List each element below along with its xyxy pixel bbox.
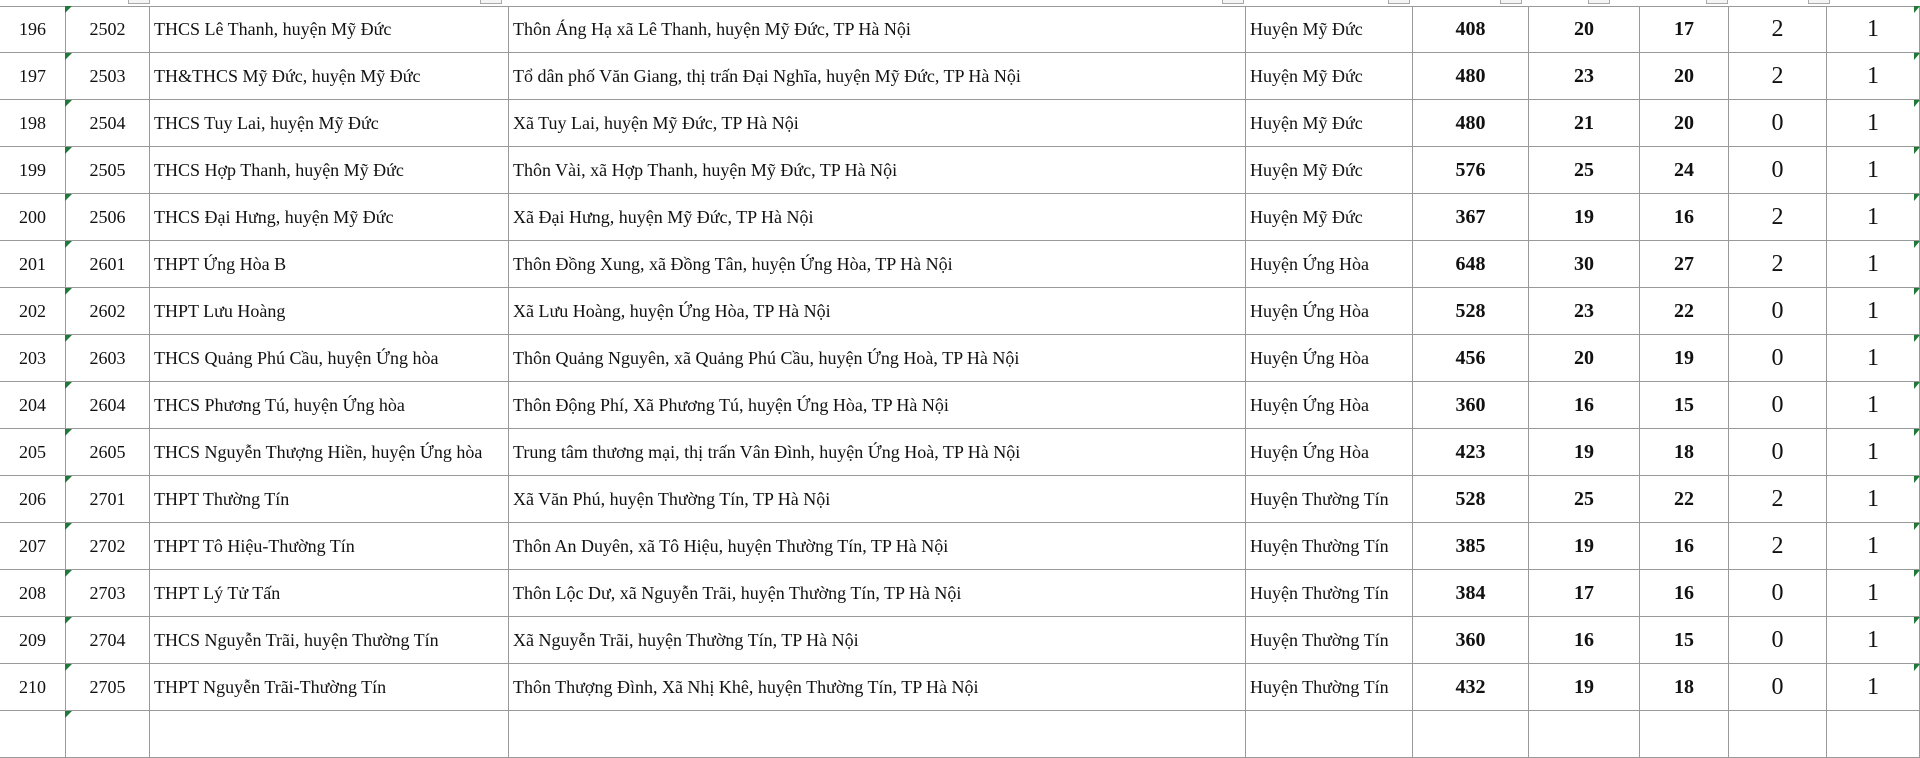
value-cell-1[interactable]: 432 <box>1413 664 1529 710</box>
comment-indicator-icon <box>1914 382 1920 389</box>
value-cell-2[interactable]: 25 <box>1529 147 1640 193</box>
value-cell-2[interactable]: 23 <box>1529 53 1640 99</box>
school-code-cell[interactable]: 2705 <box>66 664 150 710</box>
table-row[interactable] <box>0 53 1920 100</box>
value-cell-4[interactable]: 2 <box>1729 241 1827 287</box>
value-cell-2[interactable]: 25 <box>1529 476 1640 522</box>
value-cell-4[interactable]: 2 <box>1729 53 1827 99</box>
school-code-cell[interactable]: 2602 <box>66 288 150 334</box>
school-name-cell[interactable]: THPT Lý Tử Tấn <box>150 570 509 616</box>
school-code-cell[interactable]: 2703 <box>66 570 150 616</box>
value-cell-1[interactable]: 385 <box>1413 523 1529 569</box>
value-cell-5[interactable]: 1 <box>1827 288 1920 334</box>
empty-cell[interactable] <box>66 711 150 757</box>
school-code-cell[interactable]: 2605 <box>66 429 150 475</box>
value-cell-2[interactable]: 19 <box>1529 194 1640 240</box>
comment-indicator-icon <box>65 476 72 483</box>
school-name-cell[interactable]: THCS Tuy Lai, huyện Mỹ Đức <box>150 100 509 146</box>
comment-indicator-icon <box>65 382 72 389</box>
table-row[interactable] <box>0 147 1920 194</box>
table-row[interactable] <box>0 100 1920 147</box>
table-row[interactable] <box>0 429 1920 476</box>
value-cell-4[interactable]: 0 <box>1729 147 1827 193</box>
table-row[interactable] <box>0 288 1920 335</box>
school-code-cell[interactable]: 2701 <box>66 476 150 522</box>
address-cell[interactable]: Tổ dân phố Văn Giang, thị trấn Đại Nghĩa, huyện Mỹ Đức, TP Hà Nội <box>509 53 1246 99</box>
address-cell[interactable]: Xã Văn Phú, huyện Thường Tín, TP Hà Nội <box>509 476 1246 522</box>
comment-indicator-icon <box>65 335 72 342</box>
value-cell-1[interactable]: 360 <box>1413 617 1529 663</box>
district-cell[interactable]: Huyện Mỹ Đức <box>1246 100 1413 146</box>
value-cell-3[interactable]: 16 <box>1640 194 1729 240</box>
empty-cell[interactable] <box>150 711 509 757</box>
comment-indicator-icon <box>65 100 72 107</box>
row-number-cell[interactable]: 196 <box>0 6 66 52</box>
value-cell-1[interactable]: 528 <box>1413 476 1529 522</box>
value-cell-3[interactable]: 19 <box>1640 335 1729 381</box>
district-cell[interactable]: Huyện Thường Tín <box>1246 570 1413 616</box>
value-cell-5[interactable]: 1 <box>1827 617 1920 663</box>
school-code-cell[interactable]: 2604 <box>66 382 150 428</box>
school-name-cell[interactable]: THCS Nguyễn Thượng Hiền, huyện Ứng hòa <box>150 429 509 475</box>
comment-indicator-icon <box>1914 288 1920 295</box>
school-name-cell[interactable]: THPT Lưu Hoàng <box>150 288 509 334</box>
comment-indicator-icon <box>65 147 72 154</box>
empty-cell[interactable] <box>1640 711 1729 757</box>
value-cell-4[interactable]: 0 <box>1729 288 1827 334</box>
address-cell[interactable]: Thôn Áng Hạ xã Lê Thanh, huyện Mỹ Đức, TP Hà Nội <box>509 6 1246 52</box>
address-cell[interactable]: Thôn Quảng Nguyên, xã Quảng Phú Cầu, huyện Ứng Hoà, TP Hà Nội <box>509 335 1246 381</box>
comment-indicator-icon <box>65 523 72 530</box>
value-cell-1[interactable]: 528 <box>1413 288 1529 334</box>
value-cell-5[interactable]: 1 <box>1827 382 1920 428</box>
table-row[interactable] <box>0 617 1920 664</box>
table-row[interactable] <box>0 476 1920 523</box>
value-cell-1[interactable]: 648 <box>1413 241 1529 287</box>
value-cell-4[interactable]: 0 <box>1729 664 1827 710</box>
row-number-cell[interactable]: 206 <box>0 476 66 522</box>
row-number-cell[interactable]: 210 <box>0 664 66 710</box>
district-cell[interactable]: Huyện Ứng Hòa <box>1246 241 1413 287</box>
value-cell-3[interactable]: 20 <box>1640 53 1729 99</box>
comment-indicator-icon <box>1914 241 1920 248</box>
district-cell[interactable]: Huyện Mỹ Đức <box>1246 6 1413 52</box>
comment-indicator-icon <box>1914 53 1920 60</box>
comment-indicator-icon <box>65 429 72 436</box>
comment-indicator-icon <box>65 194 72 201</box>
value-cell-1[interactable]: 576 <box>1413 147 1529 193</box>
filter-dropdown-button[interactable] <box>1588 0 1610 4</box>
school-name-cell[interactable]: THCS Đại Hưng, huyện Mỹ Đức <box>150 194 509 240</box>
address-cell[interactable]: Thôn Động Phí, Xã Phương Tú, huyện Ứng Hòa, TP Hà Nội <box>509 382 1246 428</box>
row-number-cell[interactable]: 204 <box>0 382 66 428</box>
district-cell[interactable]: Huyện Mỹ Đức <box>1246 147 1413 193</box>
table-row[interactable] <box>0 664 1920 711</box>
school-code-cell[interactable]: 2702 <box>66 523 150 569</box>
row-number-cell[interactable]: 198 <box>0 100 66 146</box>
value-cell-4[interactable]: 2 <box>1729 476 1827 522</box>
district-cell[interactable]: Huyện Ứng Hòa <box>1246 335 1413 381</box>
table-row[interactable] <box>0 335 1920 382</box>
school-code-cell[interactable]: 2503 <box>66 53 150 99</box>
school-name-cell[interactable]: THCS Quảng Phú Cầu, huyện Ứng hòa <box>150 335 509 381</box>
value-cell-5[interactable]: 1 <box>1827 53 1920 99</box>
school-code-cell[interactable]: 2504 <box>66 100 150 146</box>
value-cell-5[interactable]: 1 <box>1827 6 1920 52</box>
empty-cell[interactable] <box>1413 711 1529 757</box>
value-cell-5[interactable]: 1 <box>1827 147 1920 193</box>
school-code-cell[interactable]: 2704 <box>66 617 150 663</box>
district-cell[interactable]: Huyện Mỹ Đức <box>1246 53 1413 99</box>
comment-indicator-icon <box>65 617 72 624</box>
district-cell[interactable]: Huyện Mỹ Đức <box>1246 194 1413 240</box>
district-cell[interactable]: Huyện Thường Tín <box>1246 664 1413 710</box>
address-cell[interactable]: Xã Lưu Hoàng, huyện Ứng Hòa, TP Hà Nội <box>509 288 1246 334</box>
value-cell-5[interactable]: 1 <box>1827 241 1920 287</box>
value-cell-3[interactable]: 27 <box>1640 241 1729 287</box>
district-cell[interactable]: Huyện Thường Tín <box>1246 476 1413 522</box>
comment-indicator-icon <box>1914 100 1920 107</box>
value-cell-2[interactable]: 19 <box>1529 664 1640 710</box>
value-cell-2[interactable]: 16 <box>1529 617 1640 663</box>
value-cell-5[interactable]: 1 <box>1827 664 1920 710</box>
table-row[interactable] <box>0 6 1920 53</box>
value-cell-2[interactable]: 19 <box>1529 429 1640 475</box>
value-cell-2[interactable]: 19 <box>1529 523 1640 569</box>
value-cell-4[interactable]: 0 <box>1729 382 1827 428</box>
value-cell-3[interactable]: 18 <box>1640 429 1729 475</box>
value-cell-2[interactable]: 21 <box>1529 100 1640 146</box>
row-number-cell[interactable]: 207 <box>0 523 66 569</box>
school-name-cell[interactable]: THCS Lê Thanh, huyện Mỹ Đức <box>150 6 509 52</box>
value-cell-1[interactable]: 384 <box>1413 570 1529 616</box>
filter-dropdown-button[interactable] <box>1500 0 1522 4</box>
value-cell-3[interactable]: 15 <box>1640 382 1729 428</box>
school-name-cell[interactable]: THPT Ứng Hòa B <box>150 241 509 287</box>
comment-indicator-icon <box>65 570 72 577</box>
value-cell-5[interactable]: 1 <box>1827 100 1920 146</box>
school-code-cell[interactable]: 2505 <box>66 147 150 193</box>
comment-indicator-icon <box>65 664 72 671</box>
row-number-cell[interactable]: 197 <box>0 53 66 99</box>
address-cell[interactable]: Trung tâm thương mại, thị trấn Vân Đình, huyện Ứng Hoà, TP Hà Nội <box>509 429 1246 475</box>
table-row[interactable] <box>0 382 1920 429</box>
empty-cell[interactable] <box>1827 711 1920 757</box>
value-cell-4[interactable]: 0 <box>1729 100 1827 146</box>
value-cell-5[interactable]: 1 <box>1827 523 1920 569</box>
empty-cell[interactable] <box>1529 711 1640 757</box>
empty-cell[interactable] <box>509 711 1246 757</box>
comment-indicator-icon <box>65 6 72 13</box>
row-number-cell[interactable]: 199 <box>0 147 66 193</box>
school-name-cell[interactable]: THCS Hợp Thanh, huyện Mỹ Đức <box>150 147 509 193</box>
comment-indicator-icon <box>1914 476 1920 483</box>
value-cell-4[interactable]: 2 <box>1729 6 1827 52</box>
address-cell[interactable]: Thôn Đồng Xung, xã Đồng Tân, huyện Ứng Hòa, TP Hà Nội <box>509 241 1246 287</box>
value-cell-5[interactable]: 1 <box>1827 429 1920 475</box>
school-name-cell[interactable]: THCS Nguyễn Trãi, huyện Thường Tín <box>150 617 509 663</box>
school-code-cell[interactable]: 2506 <box>66 194 150 240</box>
value-cell-4[interactable]: 0 <box>1729 335 1827 381</box>
district-cell[interactable]: Huyện Ứng Hòa <box>1246 382 1413 428</box>
address-cell[interactable]: Xã Đại Hưng, huyện Mỹ Đức, TP Hà Nội <box>509 194 1246 240</box>
value-cell-3[interactable]: 22 <box>1640 476 1729 522</box>
address-cell[interactable]: Xã Nguyễn Trãi, huyện Thường Tín, TP Hà Nội <box>509 617 1246 663</box>
value-cell-5[interactable]: 1 <box>1827 335 1920 381</box>
value-cell-5[interactable]: 1 <box>1827 194 1920 240</box>
school-name-cell[interactable]: THCS Phương Tú, huyện Ứng hòa <box>150 382 509 428</box>
empty-cell[interactable] <box>1246 711 1413 757</box>
district-cell[interactable]: Huyện Thường Tín <box>1246 617 1413 663</box>
value-cell-1[interactable]: 408 <box>1413 6 1529 52</box>
empty-cell[interactable] <box>1729 711 1827 757</box>
school-code-cell[interactable]: 2502 <box>66 6 150 52</box>
value-cell-5[interactable]: 1 <box>1827 570 1920 616</box>
row-number-cell[interactable]: 209 <box>0 617 66 663</box>
value-cell-1[interactable]: 367 <box>1413 194 1529 240</box>
school-code-cell[interactable]: 2603 <box>66 335 150 381</box>
comment-indicator-icon <box>1914 523 1920 530</box>
value-cell-2[interactable]: 16 <box>1529 382 1640 428</box>
value-cell-1[interactable]: 456 <box>1413 335 1529 381</box>
value-cell-2[interactable]: 20 <box>1529 335 1640 381</box>
comment-indicator-icon <box>1914 6 1920 13</box>
row-number-cell[interactable]: 203 <box>0 335 66 381</box>
value-cell-4[interactable]: 0 <box>1729 617 1827 663</box>
value-cell-3[interactable]: 17 <box>1640 6 1729 52</box>
comment-indicator-icon <box>1914 570 1920 577</box>
comment-indicator-icon <box>1914 429 1920 436</box>
school-name-cell[interactable]: THPT Nguyễn Trãi-Thường Tín <box>150 664 509 710</box>
district-cell[interactable]: Huyện Thường Tín <box>1246 523 1413 569</box>
value-cell-1[interactable]: 360 <box>1413 382 1529 428</box>
table-row[interactable] <box>0 711 1920 758</box>
value-cell-3[interactable]: 15 <box>1640 617 1729 663</box>
row-number-cell[interactable]: 201 <box>0 241 66 287</box>
value-cell-2[interactable]: 17 <box>1529 570 1640 616</box>
filter-dropdown-button[interactable] <box>128 0 150 4</box>
value-cell-2[interactable]: 20 <box>1529 6 1640 52</box>
school-code-cell[interactable]: 2601 <box>66 241 150 287</box>
value-cell-1[interactable]: 480 <box>1413 100 1529 146</box>
row-number-cell[interactable]: 200 <box>0 194 66 240</box>
table-row[interactable] <box>0 570 1920 617</box>
value-cell-2[interactable]: 23 <box>1529 288 1640 334</box>
school-name-cell[interactable]: TH&THCS Mỹ Đức, huyện Mỹ Đức <box>150 53 509 99</box>
value-cell-3[interactable]: 20 <box>1640 100 1729 146</box>
address-cell[interactable]: Thôn Thượng Đình, Xã Nhị Khê, huyện Thường Tín, TP Hà Nội <box>509 664 1246 710</box>
school-name-cell[interactable]: THPT Thường Tín <box>150 476 509 522</box>
value-cell-2[interactable]: 30 <box>1529 241 1640 287</box>
value-cell-3[interactable]: 22 <box>1640 288 1729 334</box>
address-cell[interactable]: Thôn Lộc Dư, xã Nguyễn Trãi, huyện Thường Tín, TP Hà Nội <box>509 570 1246 616</box>
district-cell[interactable]: Huyện Ứng Hòa <box>1246 288 1413 334</box>
value-cell-1[interactable]: 423 <box>1413 429 1529 475</box>
address-cell[interactable]: Xã Tuy Lai, huyện Mỹ Đức, TP Hà Nội <box>509 100 1246 146</box>
value-cell-3[interactable]: 16 <box>1640 570 1729 616</box>
filter-dropdown-button[interactable] <box>480 0 502 4</box>
row-number-cell[interactable]: 205 <box>0 429 66 475</box>
empty-cell[interactable] <box>0 711 66 757</box>
value-cell-4[interactable]: 2 <box>1729 194 1827 240</box>
filter-dropdown-button[interactable] <box>1388 0 1410 4</box>
address-cell[interactable]: Thôn An Duyên, xã Tô Hiệu, huyện Thường Tín, TP Hà Nội <box>509 523 1246 569</box>
comment-indicator-icon <box>65 53 72 60</box>
address-cell[interactable]: Thôn Vài, xã Hợp Thanh, huyện Mỹ Đức, TP Hà Nội <box>509 147 1246 193</box>
value-cell-4[interactable]: 0 <box>1729 570 1827 616</box>
comment-indicator-icon <box>65 241 72 248</box>
filter-dropdown-button[interactable] <box>1222 0 1244 4</box>
comment-indicator-icon <box>1914 617 1920 624</box>
row-number-cell[interactable]: 208 <box>0 570 66 616</box>
comment-indicator-icon <box>1914 335 1920 342</box>
comment-indicator-icon <box>1914 147 1920 154</box>
comment-indicator-icon <box>65 288 72 295</box>
value-cell-4[interactable]: 2 <box>1729 523 1827 569</box>
comment-indicator-icon <box>1914 194 1920 201</box>
comment-indicator-icon <box>1914 664 1920 671</box>
table-row[interactable] <box>0 241 1920 288</box>
value-cell-3[interactable]: 18 <box>1640 664 1729 710</box>
value-cell-1[interactable]: 480 <box>1413 53 1529 99</box>
table-row[interactable] <box>0 194 1920 241</box>
value-cell-4[interactable]: 0 <box>1729 429 1827 475</box>
filter-dropdown-button[interactable] <box>1808 0 1830 4</box>
table-row[interactable] <box>0 523 1920 570</box>
value-cell-5[interactable]: 1 <box>1827 476 1920 522</box>
value-cell-3[interactable]: 16 <box>1640 523 1729 569</box>
school-name-cell[interactable]: THPT Tô Hiệu-Thường Tín <box>150 523 509 569</box>
row-number-cell[interactable]: 202 <box>0 288 66 334</box>
district-cell[interactable]: Huyện Ứng Hòa <box>1246 429 1413 475</box>
value-cell-3[interactable]: 24 <box>1640 147 1729 193</box>
filter-dropdown-button[interactable] <box>1706 0 1728 4</box>
